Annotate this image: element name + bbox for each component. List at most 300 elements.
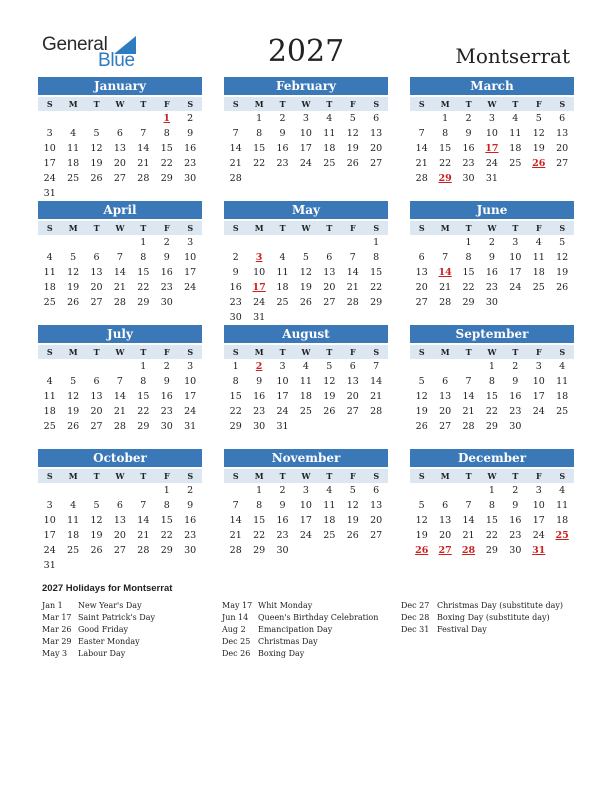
day-number: 28 xyxy=(462,421,475,432)
day-number: 30 xyxy=(462,173,475,184)
weekday-header xyxy=(224,345,388,359)
day-number: 24 xyxy=(532,406,545,417)
day-number: 3 xyxy=(46,500,53,511)
empty-day xyxy=(433,359,456,374)
day-number: 29 xyxy=(160,173,173,184)
holiday-entry xyxy=(401,612,563,624)
day-number: 28 xyxy=(229,173,242,184)
day-number: 8 xyxy=(442,128,449,139)
weekday-label: S xyxy=(559,347,566,357)
day-number: 28 xyxy=(370,406,383,417)
holiday-day: 28 xyxy=(461,545,476,556)
holiday-entry xyxy=(42,600,155,612)
day-number: 16 xyxy=(509,515,522,526)
month-name: November xyxy=(224,449,388,467)
day-number: 16 xyxy=(160,391,173,402)
weekday-label: T xyxy=(465,223,472,233)
empty-day xyxy=(132,483,155,498)
holiday-name: Christmas Day xyxy=(258,637,318,646)
day-number: 13 xyxy=(323,267,336,278)
day-number: 17 xyxy=(299,143,312,154)
holiday-entry xyxy=(222,624,378,636)
weekday-label: S xyxy=(418,347,425,357)
month-february xyxy=(224,77,388,186)
day-number: 21 xyxy=(137,530,150,541)
holiday-date: Dec 31 xyxy=(401,625,430,634)
day-number: 18 xyxy=(532,267,545,278)
day-number: 6 xyxy=(559,113,566,124)
day-number: 16 xyxy=(184,143,197,154)
day-number: 9 xyxy=(512,376,519,387)
day-number: 5 xyxy=(70,376,77,387)
weekday-label: W xyxy=(301,223,311,233)
day-number: 21 xyxy=(462,406,475,417)
day-number: 24 xyxy=(299,158,312,169)
day-number: 7 xyxy=(418,128,425,139)
day-number: 24 xyxy=(253,297,266,308)
weekday-label: T xyxy=(93,223,100,233)
holiday-date: Dec 27 xyxy=(401,601,430,610)
day-number: 27 xyxy=(90,297,103,308)
day-number: 24 xyxy=(43,173,56,184)
day-number: 25 xyxy=(43,421,56,432)
day-number: 18 xyxy=(43,282,56,293)
weekday-label: W xyxy=(487,99,497,109)
day-number: 21 xyxy=(229,530,242,541)
weekday-label: T xyxy=(326,99,333,109)
weekday-label: W xyxy=(115,223,125,233)
day-number: 19 xyxy=(67,406,80,417)
day-number: 3 xyxy=(535,485,542,496)
day-number: 16 xyxy=(462,143,475,154)
day-number: 23 xyxy=(462,158,475,169)
month-name: January xyxy=(38,77,202,95)
day-number: 13 xyxy=(90,267,103,278)
holiday-day: 31 xyxy=(532,545,546,556)
day-number: 4 xyxy=(279,252,286,263)
day-number: 6 xyxy=(326,252,333,263)
empty-day xyxy=(108,111,131,126)
day-number: 18 xyxy=(323,515,336,526)
day-number: 13 xyxy=(415,267,428,278)
day-number: 27 xyxy=(346,406,359,417)
weekday-label: F xyxy=(535,471,542,481)
empty-day xyxy=(410,483,433,498)
day-number: 23 xyxy=(229,297,242,308)
day-number: 16 xyxy=(160,267,173,278)
day-number: 14 xyxy=(462,515,475,526)
day-number: 26 xyxy=(90,545,103,556)
weekday-header xyxy=(224,221,388,235)
day-number: 12 xyxy=(532,128,545,139)
empty-day xyxy=(38,111,61,126)
day-number: 30 xyxy=(509,545,522,556)
day-number: 13 xyxy=(556,128,569,139)
day-number: 19 xyxy=(299,282,312,293)
weekday-label: F xyxy=(163,223,170,233)
holiday-date: Dec 26 xyxy=(222,649,251,658)
day-number: 10 xyxy=(509,252,522,263)
day-number: 15 xyxy=(253,143,266,154)
day-number: 9 xyxy=(163,376,170,387)
day-number: 1 xyxy=(256,113,263,124)
day-number: 26 xyxy=(67,297,80,308)
day-number: 10 xyxy=(43,143,56,154)
day-number: 12 xyxy=(346,128,359,139)
day-number: 17 xyxy=(43,158,56,169)
day-number: 17 xyxy=(299,515,312,526)
day-number: 22 xyxy=(370,282,383,293)
month-name: August xyxy=(224,325,388,343)
month-november xyxy=(224,449,388,558)
day-number: 25 xyxy=(323,158,336,169)
weekday-label: T xyxy=(279,223,286,233)
day-number: 28 xyxy=(415,173,428,184)
weekday-label: S xyxy=(187,223,194,233)
weekday-label: S xyxy=(373,471,380,481)
month-name: April xyxy=(38,201,202,219)
day-number: 16 xyxy=(276,143,289,154)
empty-day xyxy=(341,235,364,250)
weekday-label: S xyxy=(373,223,380,233)
day-number: 19 xyxy=(90,530,103,541)
weekday-label: W xyxy=(301,99,311,109)
empty-day xyxy=(61,111,84,126)
day-number: 22 xyxy=(485,406,498,417)
day-number: 19 xyxy=(323,391,336,402)
holiday-column xyxy=(42,600,155,660)
weekday-label: W xyxy=(115,99,125,109)
day-number: 24 xyxy=(184,282,197,293)
day-number: 13 xyxy=(439,515,452,526)
weekday-header xyxy=(38,469,202,483)
day-number: 5 xyxy=(70,252,77,263)
day-number: 19 xyxy=(346,515,359,526)
day-number: 25 xyxy=(509,158,522,169)
day-number: 30 xyxy=(485,297,498,308)
day-number: 11 xyxy=(67,515,80,526)
day-number: 21 xyxy=(462,530,475,541)
day-number: 18 xyxy=(67,158,80,169)
empty-day xyxy=(294,235,317,250)
day-number: 20 xyxy=(113,158,126,169)
day-number: 11 xyxy=(67,143,80,154)
holiday-day: 29 xyxy=(438,173,452,184)
empty-day xyxy=(457,359,480,374)
day-number: 4 xyxy=(46,252,53,263)
weekday-label: F xyxy=(349,347,356,357)
weekday-label: T xyxy=(512,223,519,233)
weekday-label: F xyxy=(535,223,542,233)
day-grid xyxy=(224,359,388,434)
empty-day xyxy=(410,359,433,374)
day-number: 21 xyxy=(439,282,452,293)
weekday-label: W xyxy=(301,471,311,481)
holiday-date: Dec 28 xyxy=(401,613,430,622)
holiday-date: Jun 14 xyxy=(222,613,249,622)
weekday-label: S xyxy=(373,99,380,109)
weekday-label: T xyxy=(326,223,333,233)
weekday-label: S xyxy=(187,471,194,481)
day-number: 11 xyxy=(323,500,336,511)
day-number: 9 xyxy=(187,500,194,511)
day-number: 11 xyxy=(276,267,289,278)
day-number: 30 xyxy=(184,545,197,556)
day-number: 5 xyxy=(93,128,100,139)
weekday-label: W xyxy=(301,347,311,357)
weekday-label: M xyxy=(68,471,78,481)
day-number: 5 xyxy=(93,500,100,511)
day-number: 2 xyxy=(488,237,495,248)
day-number: 6 xyxy=(373,485,380,496)
day-number: 31 xyxy=(43,560,56,571)
day-number: 16 xyxy=(485,267,498,278)
month-march xyxy=(410,77,574,186)
day-number: 4 xyxy=(512,113,519,124)
day-number: 31 xyxy=(253,312,266,323)
day-number: 22 xyxy=(137,282,150,293)
day-number: 26 xyxy=(346,158,359,169)
holiday-name: Saint Patrick's Day xyxy=(78,613,155,622)
day-number: 24 xyxy=(532,530,545,541)
day-number: 21 xyxy=(346,282,359,293)
day-number: 23 xyxy=(253,406,266,417)
month-name: February xyxy=(224,77,388,95)
day-number: 18 xyxy=(276,282,289,293)
day-number: 7 xyxy=(140,500,147,511)
empty-day xyxy=(410,235,433,250)
weekday-label: F xyxy=(163,99,170,109)
day-number: 9 xyxy=(279,500,286,511)
empty-day xyxy=(271,235,294,250)
day-number: 12 xyxy=(299,267,312,278)
day-grid xyxy=(224,483,388,558)
day-number: 18 xyxy=(509,143,522,154)
weekday-label: S xyxy=(187,347,194,357)
day-number: 12 xyxy=(415,391,428,402)
logo-word-general: General xyxy=(42,34,108,55)
day-number: 8 xyxy=(232,376,239,387)
day-number: 8 xyxy=(256,128,263,139)
day-number: 7 xyxy=(349,252,356,263)
day-number: 10 xyxy=(184,376,197,387)
day-number: 15 xyxy=(370,267,383,278)
day-number: 28 xyxy=(229,545,242,556)
day-number: 21 xyxy=(370,391,383,402)
day-number: 1 xyxy=(488,485,495,496)
day-number: 8 xyxy=(256,500,263,511)
weekday-label: T xyxy=(279,99,286,109)
day-number: 26 xyxy=(323,406,336,417)
day-number: 8 xyxy=(140,252,147,263)
holiday-column xyxy=(222,600,378,660)
empty-day xyxy=(433,483,456,498)
weekday-label: T xyxy=(465,99,472,109)
day-number: 10 xyxy=(485,128,498,139)
day-number: 29 xyxy=(485,421,498,432)
day-number: 15 xyxy=(462,267,475,278)
weekday-header xyxy=(38,97,202,111)
empty-day xyxy=(457,483,480,498)
day-number: 6 xyxy=(373,113,380,124)
day-number: 22 xyxy=(229,406,242,417)
day-number: 22 xyxy=(160,158,173,169)
day-number: 6 xyxy=(442,500,449,511)
holiday-day: 1 xyxy=(163,113,171,124)
weekday-label: T xyxy=(512,99,519,109)
day-number: 12 xyxy=(346,500,359,511)
weekday-label: S xyxy=(46,99,53,109)
month-name: June xyxy=(410,201,574,219)
holiday-name: Easter Monday xyxy=(78,637,140,646)
holiday-column xyxy=(401,600,563,636)
holiday-entry xyxy=(42,624,155,636)
day-number: 19 xyxy=(346,143,359,154)
weekday-label: T xyxy=(279,347,286,357)
day-number: 1 xyxy=(232,361,239,372)
day-number: 30 xyxy=(253,421,266,432)
day-number: 20 xyxy=(439,530,452,541)
day-number: 12 xyxy=(556,252,569,263)
day-number: 18 xyxy=(556,515,569,526)
logo-word-blue: Blue xyxy=(98,50,135,71)
day-number: 27 xyxy=(415,297,428,308)
holiday-date: Mar 29 xyxy=(42,637,72,646)
day-number: 2 xyxy=(465,113,472,124)
day-number: 25 xyxy=(556,406,569,417)
day-number: 30 xyxy=(160,297,173,308)
empty-day xyxy=(85,359,108,374)
day-number: 15 xyxy=(253,515,266,526)
empty-day xyxy=(85,235,108,250)
day-number: 13 xyxy=(113,515,126,526)
month-name: May xyxy=(224,201,388,219)
day-number: 1 xyxy=(465,237,472,248)
day-number: 21 xyxy=(113,406,126,417)
weekday-label: M xyxy=(254,471,264,481)
day-number: 23 xyxy=(184,158,197,169)
day-number: 25 xyxy=(323,530,336,541)
weekday-header xyxy=(410,221,574,235)
day-number: 27 xyxy=(113,545,126,556)
day-number: 20 xyxy=(90,282,103,293)
day-number: 14 xyxy=(346,267,359,278)
day-number: 14 xyxy=(113,391,126,402)
month-name: March xyxy=(410,77,574,95)
weekday-label: S xyxy=(46,223,53,233)
day-number: 24 xyxy=(43,545,56,556)
day-grid xyxy=(410,111,574,186)
day-number: 23 xyxy=(276,530,289,541)
day-number: 7 xyxy=(116,376,123,387)
day-number: 12 xyxy=(90,515,103,526)
day-number: 17 xyxy=(532,515,545,526)
day-number: 30 xyxy=(276,545,289,556)
day-number: 3 xyxy=(187,237,194,248)
day-number: 7 xyxy=(232,500,239,511)
holiday-name: Festival Day xyxy=(437,625,487,634)
day-number: 13 xyxy=(346,376,359,387)
day-number: 24 xyxy=(299,530,312,541)
holiday-entry xyxy=(222,636,378,648)
day-number: 3 xyxy=(187,361,194,372)
day-number: 10 xyxy=(532,376,545,387)
day-number: 6 xyxy=(442,376,449,387)
holiday-day: 17 xyxy=(252,282,266,293)
day-number: 12 xyxy=(90,143,103,154)
holiday-day: 25 xyxy=(555,530,569,541)
weekday-header xyxy=(410,345,574,359)
day-number: 7 xyxy=(465,376,472,387)
weekday-header xyxy=(38,221,202,235)
day-number: 25 xyxy=(532,282,545,293)
day-number: 30 xyxy=(509,421,522,432)
holiday-date: May 3 xyxy=(42,649,68,658)
weekday-label: F xyxy=(349,99,356,109)
empty-day xyxy=(38,235,61,250)
day-number: 20 xyxy=(323,282,336,293)
weekday-label: S xyxy=(559,99,566,109)
weekday-label: T xyxy=(465,471,472,481)
day-number: 29 xyxy=(137,297,150,308)
day-number: 30 xyxy=(160,421,173,432)
day-number: 3 xyxy=(46,128,53,139)
day-number: 15 xyxy=(485,515,498,526)
month-august xyxy=(224,325,388,434)
day-number: 13 xyxy=(90,391,103,402)
day-number: 9 xyxy=(279,128,286,139)
day-number: 10 xyxy=(299,500,312,511)
weekday-label: W xyxy=(487,347,497,357)
month-name: December xyxy=(410,449,574,467)
day-number: 2 xyxy=(163,361,170,372)
day-number: 3 xyxy=(302,485,309,496)
day-number: 20 xyxy=(415,282,428,293)
weekday-label: T xyxy=(140,347,147,357)
weekday-label: S xyxy=(232,471,239,481)
day-number: 22 xyxy=(137,406,150,417)
day-number: 3 xyxy=(302,113,309,124)
day-number: 8 xyxy=(163,128,170,139)
empty-day xyxy=(132,111,155,126)
day-number: 11 xyxy=(43,267,56,278)
day-number: 15 xyxy=(229,391,242,402)
day-number: 9 xyxy=(232,267,239,278)
day-number: 9 xyxy=(256,376,263,387)
weekday-header xyxy=(410,469,574,483)
day-number: 4 xyxy=(70,500,77,511)
day-number: 11 xyxy=(509,128,522,139)
weekday-label: T xyxy=(512,347,519,357)
day-number: 2 xyxy=(187,485,194,496)
day-number: 5 xyxy=(326,361,333,372)
day-number: 15 xyxy=(485,391,498,402)
day-number: 1 xyxy=(488,361,495,372)
day-number: 5 xyxy=(418,376,425,387)
month-name: July xyxy=(38,325,202,343)
day-number: 19 xyxy=(67,282,80,293)
weekday-label: S xyxy=(418,223,425,233)
weekday-header xyxy=(224,97,388,111)
day-number: 18 xyxy=(556,391,569,402)
day-grid xyxy=(38,235,202,310)
holiday-date: May 17 xyxy=(222,601,253,610)
day-number: 25 xyxy=(67,173,80,184)
day-grid xyxy=(224,235,388,325)
day-number: 8 xyxy=(163,500,170,511)
weekday-label: M xyxy=(440,99,450,109)
weekday-header xyxy=(224,469,388,483)
